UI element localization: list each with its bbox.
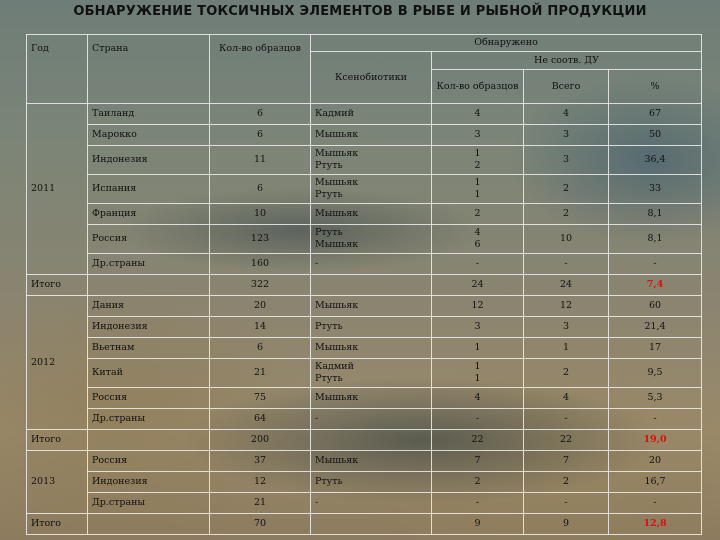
percent-cell: - bbox=[609, 493, 702, 514]
header-xenobiotics: Ксенобиотики bbox=[311, 52, 432, 104]
percent-cell: 67 bbox=[609, 104, 702, 125]
table-row bbox=[27, 104, 702, 125]
nc-samples-cell-line: 12 bbox=[471, 300, 484, 311]
total-cell: 2 bbox=[524, 359, 609, 388]
table-row bbox=[27, 125, 702, 146]
nc-samples-cell bbox=[432, 317, 524, 338]
table-row bbox=[27, 338, 702, 359]
country-cell: Индонезия bbox=[88, 146, 210, 175]
table-row bbox=[27, 146, 702, 175]
nc-samples-cell-line: - bbox=[475, 413, 480, 424]
xenobiotic-cell-line: Ртуть bbox=[315, 189, 343, 200]
percent-cell: 8,1 bbox=[609, 204, 702, 225]
table-row bbox=[27, 317, 702, 338]
total-row bbox=[27, 514, 702, 535]
nc-samples-cell bbox=[432, 388, 524, 409]
total-label: Итого bbox=[27, 275, 88, 296]
samples-cell: 14 bbox=[210, 317, 311, 338]
samples-cell: 75 bbox=[210, 388, 311, 409]
percent-cell: 17 bbox=[609, 338, 702, 359]
total-cell: 3 bbox=[524, 125, 609, 146]
total-cell: - bbox=[524, 254, 609, 275]
table-row bbox=[27, 493, 702, 514]
country-cell: Индонезия bbox=[88, 317, 210, 338]
country-cell: Китай bbox=[88, 359, 210, 388]
percent-cell: 8,1 bbox=[609, 225, 702, 254]
nc-samples-cell-line: 7 bbox=[474, 455, 481, 466]
country-cell: Россия bbox=[88, 388, 210, 409]
xenobiotic-cell-line: Мышьяк bbox=[315, 239, 359, 250]
percent-cell: 9,5 bbox=[609, 359, 702, 388]
xenobiotic-cell bbox=[311, 451, 432, 472]
country-cell: Таиланд bbox=[88, 104, 210, 125]
xenobiotic-cell-line: Мышьяк bbox=[315, 342, 359, 353]
total-label: Итого bbox=[27, 430, 88, 451]
xenobiotic-cell-line: Ртуть bbox=[315, 476, 343, 487]
percent-cell: 33 bbox=[609, 175, 702, 204]
country-cell: Франция bbox=[88, 204, 210, 225]
samples-cell: 123 bbox=[210, 225, 311, 254]
total-nc-samples: 24 bbox=[432, 275, 524, 296]
country-cell: Россия bbox=[88, 225, 210, 254]
nc-samples-cell bbox=[432, 104, 524, 125]
percent-cell: 20 bbox=[609, 451, 702, 472]
nc-samples-cell bbox=[432, 225, 524, 254]
country-cell: Др.страны bbox=[88, 254, 210, 275]
nc-samples-cell bbox=[432, 359, 524, 388]
xenobiotic-cell bbox=[311, 146, 432, 175]
samples-cell: 10 bbox=[210, 204, 311, 225]
xenobiotic-cell bbox=[311, 225, 432, 254]
xenobiotic-cell-line: Ртуть bbox=[315, 373, 343, 384]
xenobiotic-cell-line: Ртуть bbox=[315, 321, 343, 332]
total-label: Итого bbox=[27, 514, 88, 535]
nc-samples-cell-line: 4 bbox=[474, 227, 481, 238]
nc-samples-cell-line: 4 bbox=[474, 108, 481, 119]
xenobiotic-cell-line: - bbox=[315, 413, 319, 424]
total-cell: 7 bbox=[524, 451, 609, 472]
year-cell: 2012 bbox=[27, 296, 88, 430]
nc-samples-cell bbox=[432, 254, 524, 275]
xenobiotic-cell bbox=[311, 104, 432, 125]
samples-cell: 6 bbox=[210, 338, 311, 359]
empty-cell bbox=[311, 275, 432, 296]
total-cell: 2 bbox=[524, 472, 609, 493]
nc-samples-cell bbox=[432, 338, 524, 359]
total-total: 9 bbox=[524, 514, 609, 535]
samples-cell: 37 bbox=[210, 451, 311, 472]
header-total: Всего bbox=[524, 70, 609, 104]
percent-cell: - bbox=[609, 254, 702, 275]
nc-samples-cell-line: 4 bbox=[474, 392, 481, 403]
xenobiotic-cell bbox=[311, 388, 432, 409]
nc-samples-cell-line: 1 bbox=[474, 361, 481, 372]
nc-samples-cell bbox=[432, 451, 524, 472]
xenobiotic-cell bbox=[311, 493, 432, 514]
total-cell: 12 bbox=[524, 296, 609, 317]
country-cell: Марокко bbox=[88, 125, 210, 146]
xenobiotic-cell-line: Ртуть bbox=[315, 160, 343, 171]
xenobiotic-cell bbox=[311, 317, 432, 338]
total-cell: - bbox=[524, 409, 609, 430]
total-samples: 70 bbox=[210, 514, 311, 535]
percent-cell: 16,7 bbox=[609, 472, 702, 493]
header-country: Страна bbox=[88, 35, 210, 104]
samples-cell: 21 bbox=[210, 359, 311, 388]
xenobiotic-cell bbox=[311, 472, 432, 493]
nc-samples-cell-line: 1 bbox=[474, 342, 481, 353]
empty-cell bbox=[88, 514, 210, 535]
total-percent: 12,8 bbox=[609, 514, 702, 535]
nc-samples-cell-line: 2 bbox=[474, 476, 481, 487]
total-cell: 3 bbox=[524, 146, 609, 175]
xenobiotic-cell-line: Мышьяк bbox=[315, 129, 359, 140]
percent-cell: 50 bbox=[609, 125, 702, 146]
table-row bbox=[27, 204, 702, 225]
country-cell: Вьетнам bbox=[88, 338, 210, 359]
page-title: ОБНАРУЖЕНИЕ ТОКСИЧНЫХ ЭЛЕМЕНТОВ В РЫБЕ И РЫБНОЙ ПРОДУКЦИИ bbox=[73, 4, 647, 19]
xenobiotic-cell-line: Мышьяк bbox=[315, 208, 359, 219]
total-cell: 2 bbox=[524, 204, 609, 225]
nc-samples-cell bbox=[432, 146, 524, 175]
table-row bbox=[27, 254, 702, 275]
samples-cell: 21 bbox=[210, 493, 311, 514]
table-row bbox=[27, 388, 702, 409]
table-row bbox=[27, 359, 702, 388]
country-cell: Индонезия bbox=[88, 472, 210, 493]
total-samples: 322 bbox=[210, 275, 311, 296]
table-row bbox=[27, 409, 702, 430]
xenobiotic-cell bbox=[311, 125, 432, 146]
total-cell: 4 bbox=[524, 104, 609, 125]
percent-cell: 21,4 bbox=[609, 317, 702, 338]
total-cell: 3 bbox=[524, 317, 609, 338]
xenobiotic-cell bbox=[311, 409, 432, 430]
xenobiotic-cell bbox=[311, 338, 432, 359]
empty-cell bbox=[311, 514, 432, 535]
empty-cell bbox=[88, 275, 210, 296]
nc-samples-cell bbox=[432, 409, 524, 430]
xenobiotic-cell-line: Ртуть bbox=[315, 227, 343, 238]
xenobiotic-cell-line: - bbox=[315, 258, 319, 269]
percent-cell: 60 bbox=[609, 296, 702, 317]
header-nonconform: Не соотв. ДУ bbox=[432, 52, 702, 70]
header-detected: Обнаружено bbox=[311, 35, 702, 52]
nc-samples-cell bbox=[432, 204, 524, 225]
nc-samples-cell bbox=[432, 493, 524, 514]
xenobiotic-cell bbox=[311, 254, 432, 275]
xenobiotic-cell-line: Мышьяк bbox=[315, 392, 359, 403]
total-cell: 4 bbox=[524, 388, 609, 409]
total-nc-samples: 22 bbox=[432, 430, 524, 451]
nc-samples-cell-line: 1 bbox=[474, 189, 481, 200]
nc-samples-cell-line: 3 bbox=[474, 321, 481, 332]
total-total: 22 bbox=[524, 430, 609, 451]
nc-samples-cell bbox=[432, 472, 524, 493]
total-row bbox=[27, 430, 702, 451]
country-cell: Др.страны bbox=[88, 409, 210, 430]
nc-samples-cell bbox=[432, 125, 524, 146]
total-percent: 19,0 bbox=[609, 430, 702, 451]
nc-samples-cell bbox=[432, 175, 524, 204]
xenobiotic-cell-line: Кадмий bbox=[315, 361, 354, 372]
xenobiotic-cell bbox=[311, 359, 432, 388]
xenobiotic-cell-line: Мышьяк bbox=[315, 300, 359, 311]
total-cell: - bbox=[524, 493, 609, 514]
year-cell: 2013 bbox=[27, 451, 88, 514]
country-cell: Дания bbox=[88, 296, 210, 317]
nc-samples-cell-line: - bbox=[475, 258, 480, 269]
total-cell: 10 bbox=[524, 225, 609, 254]
nc-samples-cell-line: 2 bbox=[474, 160, 481, 171]
xenobiotic-cell bbox=[311, 204, 432, 225]
total-total: 24 bbox=[524, 275, 609, 296]
header-percent: % bbox=[609, 70, 702, 104]
country-cell: Др.страны bbox=[88, 493, 210, 514]
xenobiotic-cell-line: Мышьяк bbox=[315, 177, 359, 188]
header-nc-samples: Кол-во образцов bbox=[432, 70, 524, 104]
percent-cell: - bbox=[609, 409, 702, 430]
xenobiotic-cell-line: Мышьяк bbox=[315, 148, 359, 159]
nc-samples-cell-line: 3 bbox=[474, 129, 481, 140]
table-row bbox=[27, 472, 702, 493]
table-row bbox=[27, 175, 702, 204]
toxic-elements-table bbox=[26, 34, 702, 535]
nc-samples-cell-line: 2 bbox=[474, 208, 481, 219]
total-cell: 1 bbox=[524, 338, 609, 359]
nc-samples-cell-line: 1 bbox=[474, 177, 481, 188]
samples-cell: 160 bbox=[210, 254, 311, 275]
header-year: Год bbox=[27, 35, 88, 104]
nc-samples-cell-line: 6 bbox=[474, 239, 481, 250]
country-cell: Испания bbox=[88, 175, 210, 204]
table-row bbox=[27, 225, 702, 254]
year-cell: 2011 bbox=[27, 104, 88, 275]
empty-cell bbox=[311, 430, 432, 451]
xenobiotic-cell-line: Кадмий bbox=[315, 108, 354, 119]
samples-cell: 6 bbox=[210, 175, 311, 204]
samples-cell: 20 bbox=[210, 296, 311, 317]
xenobiotic-cell-line: Мышьяк bbox=[315, 455, 359, 466]
header-samples: Кол-во образцов bbox=[210, 35, 311, 104]
percent-cell: 5,3 bbox=[609, 388, 702, 409]
total-row bbox=[27, 275, 702, 296]
samples-cell: 6 bbox=[210, 125, 311, 146]
samples-cell: 64 bbox=[210, 409, 311, 430]
xenobiotic-cell bbox=[311, 296, 432, 317]
samples-cell: 12 bbox=[210, 472, 311, 493]
samples-cell: 6 bbox=[210, 104, 311, 125]
total-percent: 7,4 bbox=[609, 275, 702, 296]
total-cell: 2 bbox=[524, 175, 609, 204]
nc-samples-cell-line: 1 bbox=[474, 148, 481, 159]
nc-samples-cell-line: 1 bbox=[474, 373, 481, 384]
xenobiotic-cell-line: - bbox=[315, 497, 319, 508]
table-row bbox=[27, 296, 702, 317]
empty-cell bbox=[88, 430, 210, 451]
samples-cell: 11 bbox=[210, 146, 311, 175]
xenobiotic-cell bbox=[311, 175, 432, 204]
percent-cell: 36,4 bbox=[609, 146, 702, 175]
total-samples: 200 bbox=[210, 430, 311, 451]
table-row bbox=[27, 451, 702, 472]
nc-samples-cell-line: - bbox=[475, 497, 480, 508]
total-nc-samples: 9 bbox=[432, 514, 524, 535]
country-cell: Россия bbox=[88, 451, 210, 472]
nc-samples-cell bbox=[432, 296, 524, 317]
